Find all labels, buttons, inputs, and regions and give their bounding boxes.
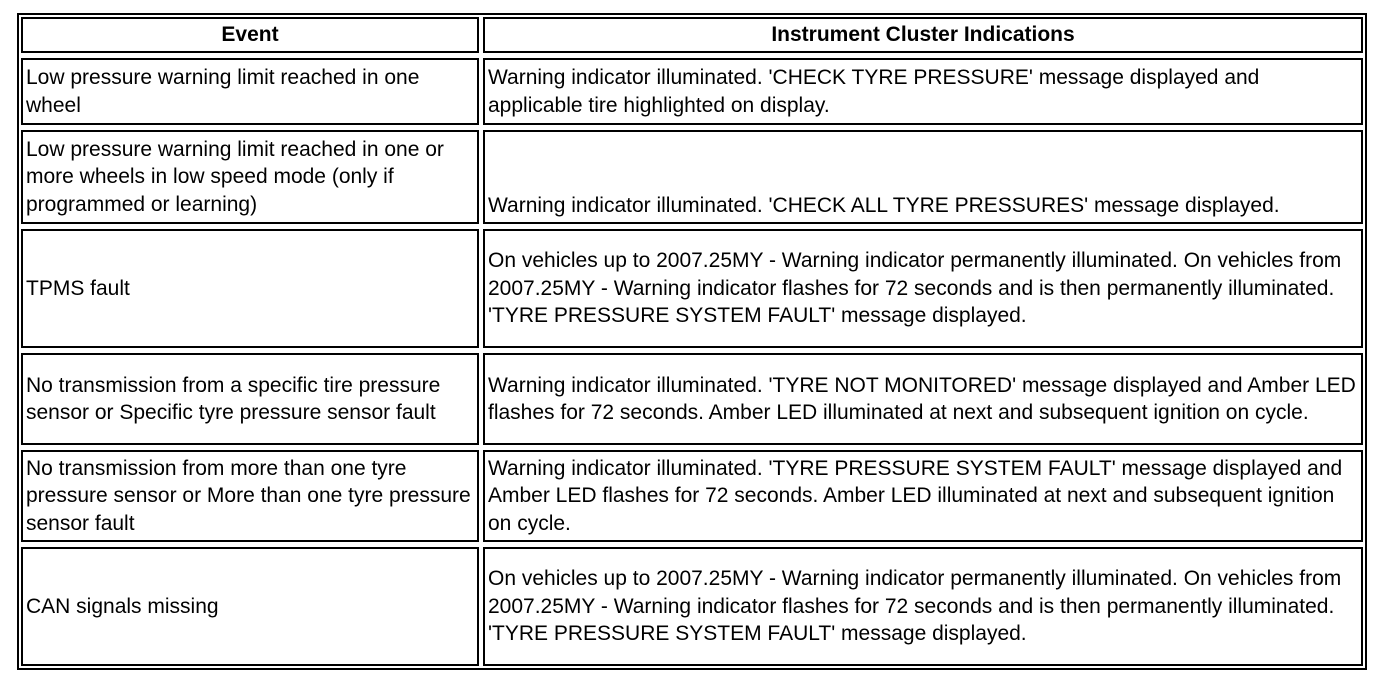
header-event: Event [21, 17, 479, 53]
events-table-frame [17, 13, 1367, 670]
table-row [21, 229, 1363, 348]
events-table [17, 12, 1367, 671]
event-cell: CAN signals missing [21, 547, 479, 666]
indication-cell: Warning indicator illuminated. 'TYRE NOT MONITORED' message displayed and Amber LED flashes for 72 seconds. Amber LED illuminated at next and subsequent ignition on cycle. [483, 353, 1363, 445]
indication-cell: Warning indicator illuminated. 'CHECK TYRE PRESSURE' message displayed and applicable tire highlighted on display. [483, 58, 1363, 125]
indication-cell: On vehicles up to 2007.25MY - Warning indicator permanently illuminated. On vehicles from 2007.25MY - Warning indicator flashes for 72 seconds and is then permanently illuminated. 'TYRE PRESSURE SYSTEM FAULT' message displayed. [483, 547, 1363, 666]
header-indications: Instrument Cluster Indications [483, 17, 1363, 53]
table-row [21, 450, 1363, 542]
table-row [21, 130, 1363, 224]
event-cell: TPMS fault [21, 229, 479, 348]
event-cell: No transmission from more than one tyre pressure sensor or More than one tyre pressure sensor fault [21, 450, 479, 542]
table-row [21, 58, 1363, 125]
indication-cell: On vehicles up to 2007.25MY - Warning indicator permanently illuminated. On vehicles from 2007.25MY - Warning indicator flashes for 72 seconds and is then permanently illuminated. 'TYRE PRESSURE SYSTEM FAULT' message displayed. [483, 229, 1363, 348]
event-cell: Low pressure warning limit reached in one or more wheels in low speed mode (only if programmed or learning) [21, 130, 479, 224]
header-row [21, 17, 1363, 53]
table-row [21, 353, 1363, 445]
indication-cell: Warning indicator illuminated. 'CHECK ALL TYRE PRESSURES' message displayed. [483, 130, 1363, 224]
event-cell: No transmission from a specific tire pressure sensor or Specific tyre pressure sensor fault [21, 353, 479, 445]
indication-cell: Warning indicator illuminated. 'TYRE PRESSURE SYSTEM FAULT' message displayed and Amber LED flashes for 72 seconds. Amber LED illuminated at next and subsequent ignition on cycle. [483, 450, 1363, 542]
table-row [21, 547, 1363, 666]
event-cell: Low pressure warning limit reached in one wheel [21, 58, 479, 125]
